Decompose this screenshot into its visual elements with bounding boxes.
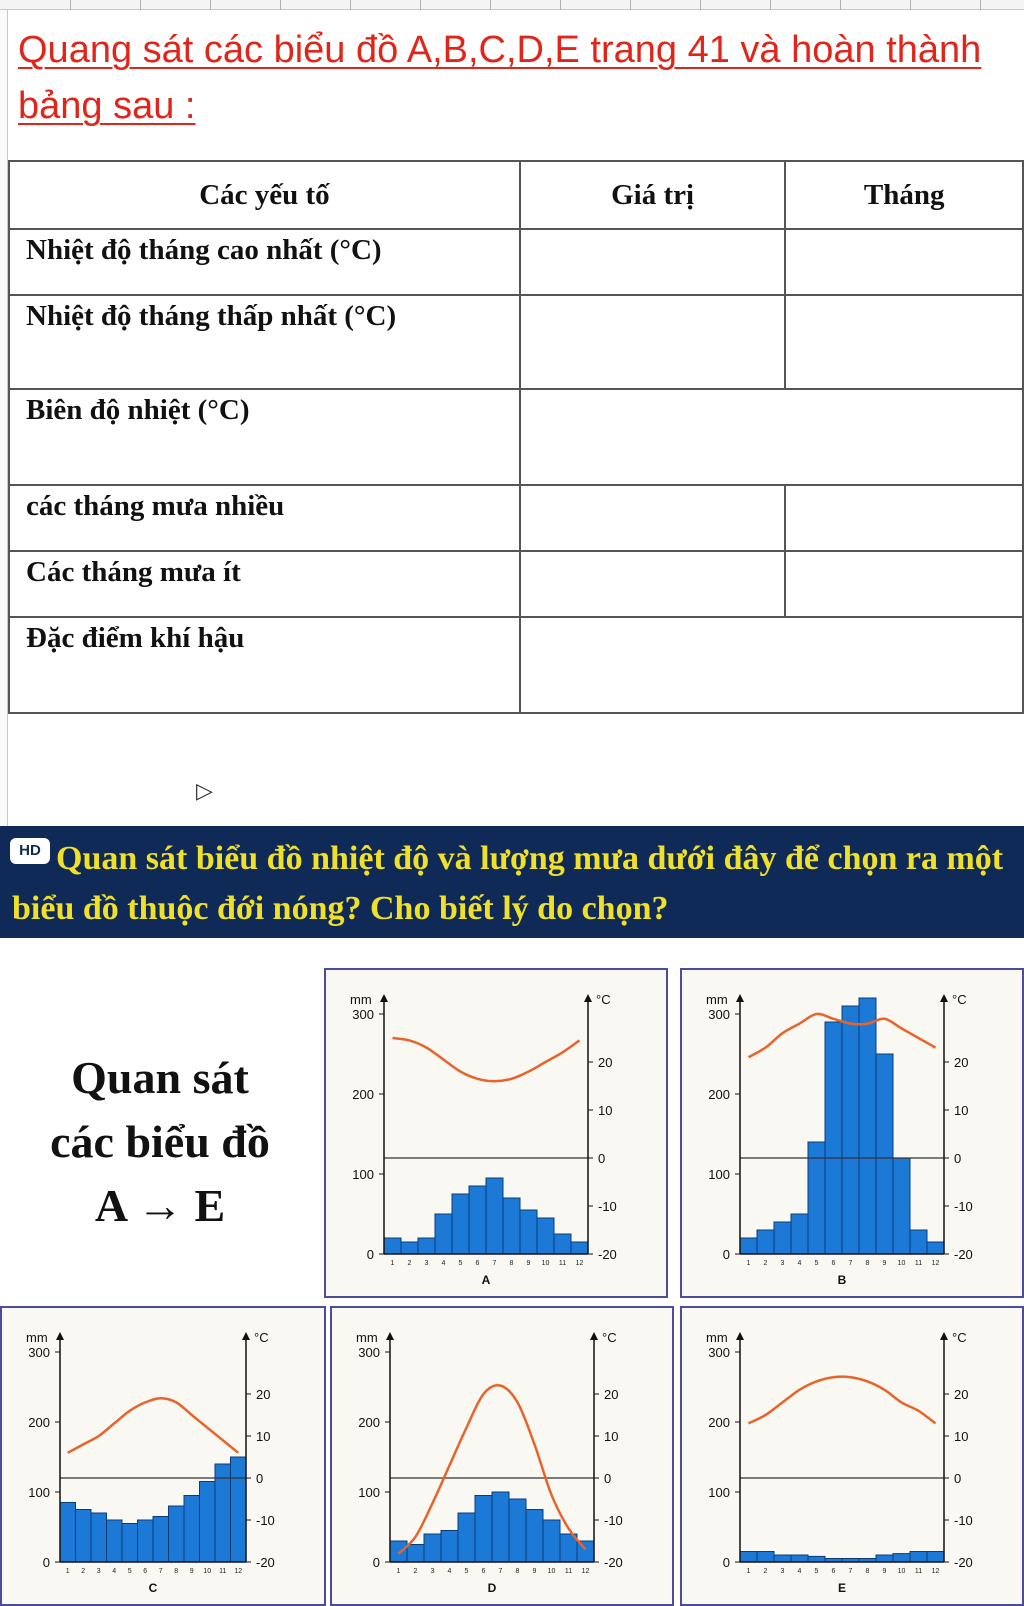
month-tick-label: 10	[203, 1568, 212, 1575]
month-tick-label: 1	[746, 1260, 751, 1267]
chart-letter: C	[148, 1581, 158, 1595]
month-tick-label: 12	[931, 1568, 940, 1575]
month-tick-label: 8	[865, 1260, 870, 1267]
month-tick-label: 5	[127, 1568, 132, 1575]
rain-bar	[153, 1517, 169, 1563]
cell-value[interactable]	[520, 551, 785, 617]
temp-tick-label: 20	[954, 1055, 969, 1070]
month-tick-label: 5	[814, 1568, 819, 1575]
month-tick-label: 7	[848, 1568, 853, 1575]
table-row	[9, 389, 1023, 485]
rain-axis-arrow-icon	[736, 1332, 744, 1340]
chart-letter: A	[481, 1273, 491, 1287]
cell-value[interactable]	[520, 295, 785, 389]
month-tick-label: 6	[831, 1568, 836, 1575]
temp-tick-label: 20	[598, 1055, 613, 1070]
rain-bar	[893, 1554, 910, 1562]
header-month: Tháng	[785, 161, 1023, 229]
climate-chart-a	[324, 968, 668, 1298]
rain-bar	[740, 1552, 757, 1563]
rain-bar	[169, 1506, 185, 1562]
temp-tick-label: 10	[954, 1429, 969, 1444]
month-tick-label: 4	[797, 1568, 802, 1575]
month-tick-label: 11	[914, 1568, 923, 1575]
rain-bar	[927, 1552, 944, 1563]
temp-tick-label: 10	[604, 1429, 619, 1444]
rain-bar	[774, 1222, 791, 1254]
rain-bar	[791, 1555, 808, 1562]
rain-bar	[486, 1178, 503, 1254]
temp-unit-label: °C	[602, 1330, 617, 1345]
month-tick-label: 4	[797, 1260, 802, 1267]
rain-bar	[492, 1492, 509, 1562]
rain-bar	[390, 1541, 407, 1562]
cell-value[interactable]	[520, 229, 785, 295]
table-row	[9, 229, 1023, 295]
month-tick-label: 8	[174, 1568, 179, 1575]
rain-unit-label: mm	[26, 1330, 48, 1345]
rain-bar	[122, 1524, 138, 1563]
month-tick-label: 1	[746, 1568, 751, 1575]
temp-tick-label: -10	[954, 1513, 973, 1528]
month-tick-label: 3	[780, 1568, 785, 1575]
factor-table	[8, 160, 1024, 714]
temp-axis-arrow-icon	[590, 1332, 598, 1340]
rain-unit-label: mm	[706, 992, 728, 1007]
rain-tick-label: 200	[28, 1415, 50, 1430]
month-tick-label: 3	[780, 1260, 785, 1267]
rain-bar	[520, 1210, 537, 1254]
rain-bar	[418, 1238, 435, 1254]
rain-tick-label: 100	[28, 1485, 50, 1500]
month-tick-label: 10	[541, 1260, 550, 1267]
rain-bar	[791, 1214, 808, 1254]
rain-bar	[842, 1006, 859, 1254]
month-tick-label: 9	[189, 1568, 194, 1575]
rain-bar	[384, 1238, 401, 1254]
rain-bar	[424, 1534, 441, 1562]
chart-letter: E	[837, 1581, 847, 1595]
temp-tick-label: -20	[954, 1555, 973, 1570]
rain-tick-label: 0	[722, 1247, 730, 1262]
observe-caption	[10, 1046, 310, 1238]
rain-tick-label: 200	[708, 1415, 730, 1430]
month-tick-label: 4	[447, 1568, 452, 1575]
rain-tick-label: 300	[358, 1345, 380, 1360]
rain-bar	[859, 998, 876, 1254]
row-label-dry-months: Các tháng mưa ít	[9, 551, 520, 617]
month-tick-label: 3	[430, 1568, 435, 1575]
question-text: Quan sát biểu đồ nhiệt độ và lượng mưa dưới đây để chọn ra một biểu đồ thuộc đới nóng? Cho biết lý do chọn?	[12, 840, 1004, 927]
row-label-climate: Đặc điểm khí hậu	[9, 617, 520, 713]
rain-tick-label: 100	[352, 1167, 374, 1182]
temp-tick-label: 0	[954, 1151, 962, 1166]
month-tick-label: 12	[931, 1260, 940, 1267]
climate-chart-c	[0, 1306, 326, 1606]
row-label-temp-range: Biên độ nhiệt (°C)	[9, 389, 520, 485]
temp-tick-label: 10	[954, 1103, 969, 1118]
month-tick-label: 11	[558, 1260, 567, 1267]
rain-bar	[876, 1054, 893, 1254]
observe-line: các biểu đồ	[50, 1116, 270, 1167]
rain-bar	[526, 1510, 543, 1563]
rain-bar	[509, 1499, 526, 1562]
temp-tick-label: -20	[954, 1247, 973, 1262]
month-tick-label: 9	[532, 1568, 537, 1575]
month-tick-label: 11	[564, 1568, 573, 1575]
temp-axis-arrow-icon	[584, 994, 592, 1002]
chart-letter: D	[487, 1581, 497, 1595]
temp-tick-label: -10	[954, 1199, 973, 1214]
rain-bar	[757, 1230, 774, 1254]
rain-axis-arrow-icon	[386, 1332, 394, 1340]
cell-month[interactable]	[785, 485, 1023, 551]
climate-chart-b	[680, 968, 1024, 1298]
month-tick-label: 2	[763, 1568, 768, 1575]
rain-bar	[231, 1457, 247, 1562]
rain-bar	[571, 1242, 588, 1254]
temp-axis-arrow-icon	[940, 1332, 948, 1340]
rain-bar	[554, 1234, 571, 1254]
climate-chart-e	[680, 1306, 1024, 1606]
rain-bar	[401, 1242, 418, 1254]
month-tick-label: 5	[458, 1260, 463, 1267]
rain-unit-label: mm	[350, 992, 372, 1007]
temp-tick-label: 10	[598, 1103, 613, 1118]
rain-tick-label: 100	[358, 1485, 380, 1500]
rain-axis-arrow-icon	[380, 994, 388, 1002]
temp-tick-label: 20	[954, 1387, 969, 1402]
page-title: Quang sát các biểu đồ A,B,C,D,E trang 41 và hoàn thành bảng sau :	[18, 29, 982, 127]
rain-bar	[200, 1482, 216, 1563]
month-tick-label: 2	[407, 1260, 412, 1267]
month-tick-label: 4	[112, 1568, 117, 1575]
month-tick-label: 7	[848, 1260, 853, 1267]
temp-tick-label: -10	[598, 1199, 617, 1214]
rain-bar	[537, 1218, 554, 1254]
table-header-row	[9, 161, 1023, 229]
rain-bar	[808, 1142, 825, 1254]
temperature-line	[393, 1038, 580, 1081]
rain-bar	[774, 1555, 791, 1562]
month-tick-label: 4	[441, 1260, 446, 1267]
column-ruler	[0, 0, 1024, 10]
observe-line: Quan sát	[71, 1052, 249, 1103]
rain-tick-label: 0	[42, 1555, 50, 1570]
month-tick-label: 10	[897, 1260, 906, 1267]
table-row	[9, 551, 1023, 617]
month-tick-label: 5	[464, 1568, 469, 1575]
header-factors: Các yếu tố	[9, 161, 520, 229]
month-tick-label: 1	[390, 1260, 395, 1267]
month-tick-label: 10	[547, 1568, 556, 1575]
rain-bar	[469, 1186, 486, 1254]
row-label-rainy-months: các tháng mưa nhiều	[9, 485, 520, 551]
rain-bar	[876, 1555, 893, 1562]
rain-bar	[458, 1513, 475, 1562]
rain-bar	[927, 1242, 944, 1254]
hd-badge[interactable]: HD	[10, 838, 50, 864]
header-value: Giá trị	[520, 161, 785, 229]
temp-tick-label: 0	[954, 1471, 962, 1486]
temp-tick-label: 0	[604, 1471, 612, 1486]
month-tick-label: 9	[882, 1568, 887, 1575]
rain-tick-label: 100	[708, 1167, 730, 1182]
month-tick-label: 9	[882, 1260, 887, 1267]
month-tick-label: 12	[234, 1568, 243, 1575]
rain-bar	[757, 1552, 774, 1563]
rain-tick-label: 300	[708, 1007, 730, 1022]
cell-value[interactable]	[520, 485, 785, 551]
temp-unit-label: °C	[596, 992, 611, 1007]
month-tick-label: 7	[498, 1568, 503, 1575]
month-tick-label: 7	[492, 1260, 497, 1267]
month-tick-label: 3	[96, 1568, 101, 1575]
rain-axis-arrow-icon	[736, 994, 744, 1002]
rain-bar	[543, 1520, 560, 1562]
rain-bar	[91, 1513, 107, 1562]
temp-tick-label: 10	[256, 1429, 271, 1444]
rain-tick-label: 300	[28, 1345, 50, 1360]
row-label-min-temp: Nhiệt độ tháng thấp nhất (°C)	[9, 295, 520, 389]
table-row	[9, 617, 1023, 713]
table-row	[9, 295, 1023, 389]
temp-tick-label: -20	[256, 1555, 275, 1570]
cell-month[interactable]	[785, 551, 1023, 617]
rain-bar	[184, 1496, 200, 1563]
month-tick-label: 9	[526, 1260, 531, 1267]
cell-month[interactable]	[785, 229, 1023, 295]
month-tick-label: 6	[831, 1260, 836, 1267]
month-tick-label: 11	[219, 1568, 227, 1575]
rain-bar	[452, 1194, 469, 1254]
temp-tick-label: -20	[604, 1555, 623, 1570]
climate-chart-d	[330, 1306, 674, 1606]
temp-tick-label: 20	[256, 1387, 271, 1402]
table-row	[9, 485, 1023, 551]
rain-bar	[893, 1158, 910, 1254]
rain-bar	[825, 1022, 842, 1254]
month-tick-label: 8	[515, 1568, 520, 1575]
temp-unit-label: °C	[952, 992, 967, 1007]
month-tick-label: 8	[865, 1568, 870, 1575]
rain-axis-arrow-icon	[56, 1332, 64, 1340]
rain-bar	[740, 1238, 757, 1254]
temp-tick-label: 20	[604, 1387, 619, 1402]
month-tick-label: 7	[158, 1568, 163, 1575]
cell-value[interactable]	[520, 389, 1023, 485]
month-tick-label: 1	[396, 1568, 401, 1575]
rain-tick-label: 200	[708, 1087, 730, 1102]
cell-value[interactable]	[520, 617, 1023, 713]
temp-axis-arrow-icon	[242, 1332, 250, 1340]
row-label-max-temp: Nhiệt độ tháng cao nhất (°C)	[9, 229, 520, 295]
rain-bar	[107, 1520, 123, 1562]
rain-tick-label: 0	[722, 1555, 730, 1570]
mouse-cursor-icon: ▷	[196, 778, 213, 803]
month-tick-label: 12	[581, 1568, 590, 1575]
rain-tick-label: 200	[358, 1415, 380, 1430]
month-tick-label: 6	[475, 1260, 480, 1267]
rain-bar	[138, 1520, 154, 1562]
observe-line: A → E	[94, 1180, 226, 1231]
rain-tick-label: 100	[708, 1485, 730, 1500]
temp-tick-label: -10	[256, 1513, 275, 1528]
month-tick-label: 2	[81, 1568, 86, 1575]
month-tick-label: 5	[814, 1260, 819, 1267]
rain-bar	[808, 1556, 825, 1562]
month-tick-label: 10	[897, 1568, 906, 1575]
month-tick-label: 12	[575, 1260, 584, 1267]
rain-unit-label: mm	[706, 1330, 728, 1345]
month-tick-label: 2	[763, 1260, 768, 1267]
rain-bar	[76, 1510, 92, 1563]
rain-tick-label: 0	[366, 1247, 374, 1262]
temp-unit-label: °C	[952, 1330, 967, 1345]
month-tick-label: 2	[413, 1568, 418, 1575]
chart-letter: B	[837, 1273, 847, 1287]
rain-bar	[60, 1503, 76, 1563]
rain-bar	[441, 1531, 458, 1563]
month-tick-label: 6	[481, 1568, 486, 1575]
row-ruler	[0, 10, 8, 830]
rain-bar	[475, 1496, 492, 1563]
rain-tick-label: 300	[708, 1345, 730, 1360]
month-tick-label: 11	[914, 1260, 923, 1267]
month-tick-label: 6	[143, 1568, 148, 1575]
temp-axis-arrow-icon	[940, 994, 948, 1002]
rain-bar	[910, 1230, 927, 1254]
cell-month[interactable]	[785, 295, 1023, 389]
month-tick-label: 3	[424, 1260, 429, 1267]
temp-tick-label: -20	[598, 1247, 617, 1262]
rain-tick-label: 0	[372, 1555, 380, 1570]
rain-tick-label: 300	[352, 1007, 374, 1022]
month-tick-label: 1	[65, 1568, 70, 1575]
temp-unit-label: °C	[254, 1330, 269, 1345]
rain-tick-label: 200	[352, 1087, 374, 1102]
temp-tick-label: 0	[256, 1471, 264, 1486]
temp-tick-label: -10	[604, 1513, 623, 1528]
month-tick-label: 8	[509, 1260, 514, 1267]
rain-unit-label: mm	[356, 1330, 378, 1345]
temperature-line	[68, 1398, 239, 1453]
rain-bar	[407, 1545, 424, 1563]
temp-tick-label: 0	[598, 1151, 606, 1166]
rain-bar	[910, 1552, 927, 1563]
rain-bar	[435, 1214, 452, 1254]
rain-bar	[503, 1198, 520, 1254]
rain-bar	[215, 1464, 231, 1562]
temperature-line	[749, 1377, 936, 1424]
